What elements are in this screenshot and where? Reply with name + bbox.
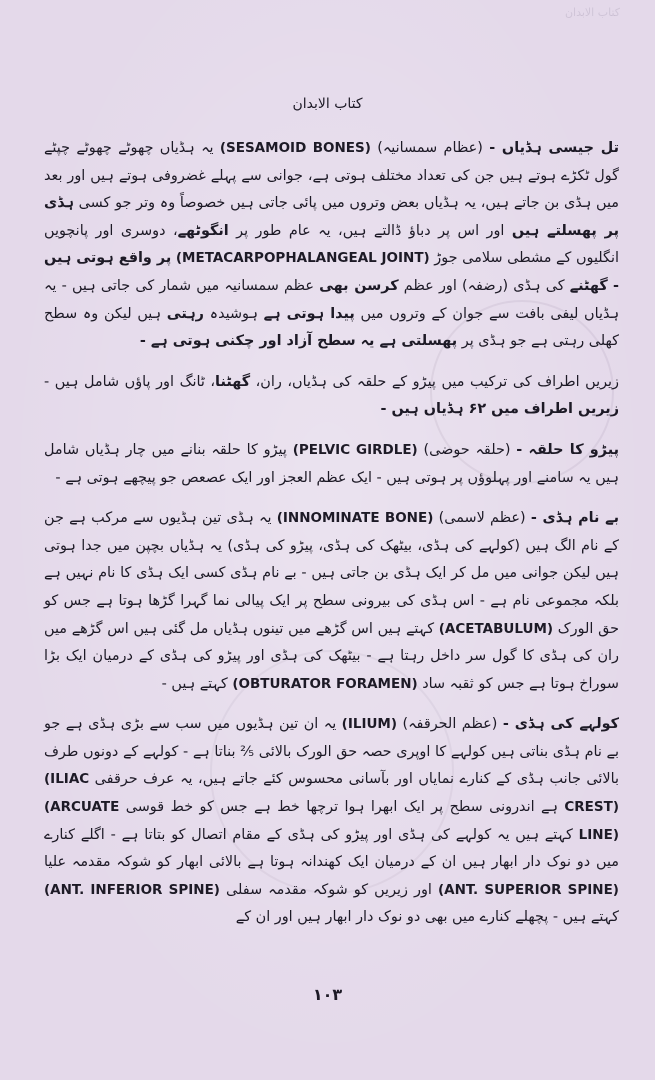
emphasized-text: پھسلتی ہے یہ سطح آزاد اور چکنی ہوتی ہے -	[139, 333, 458, 350]
english-term: (ILIAC CREST)	[44, 771, 619, 816]
text-run: ، ٹانگ اور پاؤں شامل ہیں -	[44, 373, 216, 390]
english-term: (ANT. INFERIOR SPINE)	[44, 881, 220, 898]
text-run: کی ہڈی (رضفہ) اور عظم	[398, 277, 570, 294]
text-run: کہتے ہیں - پچھلے کنارے میں بھی دو نوک دار ابھار ہیں اور ان کے	[235, 909, 619, 926]
text-run: کہتے ہیں -	[161, 675, 233, 692]
text-run: اور اس پر دباؤ ڈالتے ہیں، یہ عام طور پر	[228, 222, 512, 239]
english-term: (PELVIC GIRDLE)	[292, 441, 418, 458]
emphasized-text: گھٹنے	[569, 277, 608, 294]
text-run: ہوشیدہ	[203, 305, 264, 322]
text-run: ہے اندرونی سطح پر ایک ابھرا ہوا ترچھا خط ہے جس کو خط قوسی	[119, 799, 565, 816]
english-term: (ARCUATE LINE)	[44, 799, 619, 843]
text-run: (حلقہ حوضی)	[417, 441, 517, 458]
emphasized-text: پر واقع ہوتی ہیں -	[44, 250, 619, 294]
english-term: (OBTURATOR FORAMEN)	[232, 675, 418, 692]
text-run: (عظم لاسمی)	[433, 510, 531, 527]
text-run: عظم سمسانیہ میں شمار کی جاتی ہیں - یہ ہڈیاں لیفی بافت سے جوان کے وتروں میں	[44, 277, 619, 322]
bleed-through-text: کتاب الابدان	[564, 6, 620, 19]
running-header: کتاب الابدان	[292, 96, 363, 112]
paragraph	[44, 369, 619, 424]
paragraph-heading: کولہے کی ہڈی -	[502, 716, 619, 733]
text-run: زیریں اطراف کی ترکیب میں پیڑو کے حلقہ کی ہڈیاں، ران،	[250, 373, 619, 390]
paragraph-heading: پیڑو کا حلقہ -	[516, 441, 619, 458]
emphasized-text: کرسن بھی	[319, 277, 399, 294]
text-run: ، دوسری اور پانچویں انگلیوں کے مشطی سلامی جوڑ	[44, 222, 619, 267]
emphasized-text: پیدا ہوتی ہے	[263, 305, 355, 322]
text-run: (عظام سمسانیہ)	[370, 140, 490, 156]
text-run: (عظم الحرقفہ)	[397, 716, 503, 733]
emphasized-text: زیریں اطراف میں ۶۲ ہڈیاں ہیں -	[380, 401, 619, 418]
emphasized-text: رہتی	[166, 305, 204, 322]
english-term: (ACETABULUM)	[438, 620, 554, 637]
paragraph	[44, 711, 619, 932]
text-run: پیڑو کا حلقہ بنانے میں چار ہڈیاں شامل ہیں یہ سامنے اور پہلوؤں پر ہوتی ہیں - ایک عظم العجز اور ایک عصعص جو پیچھے ہوتی ہے -	[44, 441, 619, 486]
paragraph	[44, 505, 619, 698]
english-term: (METACARPOPHALANGEAL JOINT)	[175, 250, 430, 267]
english-term: (ANT. SUPERIOR SPINE)	[437, 881, 619, 898]
paragraph	[44, 437, 619, 492]
emphasized-text: گھٹنا	[215, 373, 251, 390]
text-run: کہتے ہیں اس گڑھے میں تینوں ہڈیاں مل گئی ہیں اس گڑھے میں ران کی ہڈی کا گول سر داخل رہتا ہے - بیٹھک کی ہڈی اور پیڑو کی ہڈی کے درمیان ایک بڑا سوراخ ہوتا ہے جس کو ثقبہ ساد	[44, 620, 619, 692]
body-text	[44, 135, 619, 945]
text-run: یہ ہڈی تین ہڈیوں سے مرکب ہے جن کے نام الگ ہیں (کولہے کی ہڈی، بیٹھک کی ہڈی، پیڑو کی ہڈی) یہ ہڈیاں بچپن میں جدا ہوتی ہیں لیکن جوانی میں مل کر ایک ہڈی بن جاتی ہیں - بے نام ہڈی کسی ایک ہڈی کا نام نہیں ہے بلکہ مجموعی نام ہے - اس ہڈی کی بیرونی سطح پر ایک پیالی نما گہرا گڑھا ہوتا ہے جس کو حق الورک	[44, 510, 619, 637]
text-run: یہ ان تین ہڈیوں میں سب سے بڑی ہڈی ہے جو بے نام ہڈی بناتی ہیں کولہے کا اوپری حصہ حق الورک بالائی ⅖ بناتا ہے - کولہے کے دونوں طرف بالائی جانب ہڈی کے کنارے نمایاں اور بآسانی محسوس کئے جاتے ہیں، یہ عرف حرقفی	[44, 716, 619, 788]
english-term: (SESAMOID BONES)	[219, 140, 371, 156]
english-term: (ILIUM)	[341, 716, 398, 733]
emphasized-text: انگوٹھے	[177, 222, 229, 239]
paragraph-heading: تل جیسی ہڈیاں -	[489, 140, 619, 156]
text-run: ہیں لیکن وہ سطح کھلی رہتی ہے جو ہڈی پر	[44, 305, 619, 350]
text-run: کہتے ہیں یہ کولہے کی ہڈی اور پیڑو کی ہڈی کے مقام اتصال کو بتاتا ہے - اگلے کنارے میں دو نوک دار ابھار ہیں ان کے درمیان ایک کھندانہ ہوتا ہے بالائی ابھار کو شوکہ مقدمہ علیا	[44, 826, 619, 871]
text-run: اور زیریں کو شوکہ مقدمہ سفلی	[219, 881, 438, 898]
emphasized-text: ہڈی پر پھسلتے ہیں	[44, 195, 619, 239]
text-run: یہ ہڈیاں چھوٹے چھوٹے چپٹے گول ٹکڑے ہوتے ہیں جن کی تعداد مختلف ہوتی ہے، جوانی سے پہلے غضروفی ہوتے ہیں اور بعد میں ہڈی بن جاتے ہیں، یہ ہڈیاں بعض وتروں میں پائی جاتی ہیں خصوصاً وہ وتر جو کسی	[44, 140, 619, 212]
page-number: ۱۰۳	[312, 985, 343, 1004]
paragraph	[44, 135, 619, 356]
paragraph-heading: بے نام ہڈی -	[530, 510, 619, 527]
english-term: (INNOMINATE BONE)	[276, 510, 434, 527]
